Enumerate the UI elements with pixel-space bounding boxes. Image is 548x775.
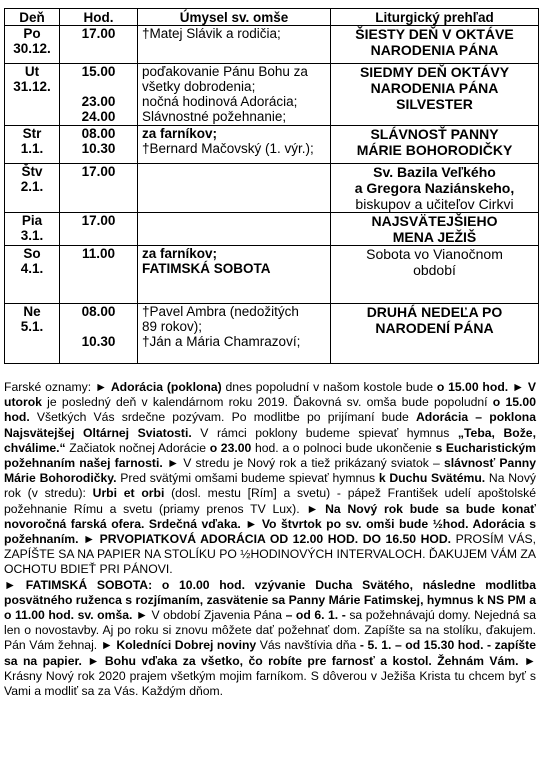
liturgy-cell	[331, 26, 539, 64]
schedule-row	[5, 64, 539, 126]
day-cell-line: Pia	[21, 213, 43, 228]
day-cell	[5, 164, 60, 213]
liturgy-cell	[331, 126, 539, 164]
announcement-text: ► V období Zjavenia Pána	[132, 608, 286, 623]
intention-cell-line: †Matej Slávik a rodičia;	[142, 26, 281, 41]
liturgy-cell	[331, 164, 539, 213]
header-liturgy: Liturgický prehľad	[331, 9, 539, 26]
intention-cell-line: nočná hodinová Adorácia;	[142, 94, 298, 109]
liturgy-cell-line: ŠIESTY DEŇ V OKTÁVE	[355, 26, 514, 42]
day-cell-line: 4.1.	[20, 261, 44, 276]
day-cell-line: So	[23, 246, 41, 261]
hours-cell	[60, 26, 138, 64]
hours-cell	[60, 126, 138, 164]
day-cell-line: Po	[23, 26, 41, 41]
day-cell-line: 3.1.	[20, 228, 44, 243]
announcement-text: sa požehnávajú domy. Nejedná sa len o novostavby. Aj po roku si znovu môžete dať požehnať dom. Zapíšte sa na stolíku, ďakujem. Pán Vám žehnaj.	[4, 608, 536, 653]
schedule-row	[5, 304, 539, 364]
liturgy-cell-line: NARODENIA PÁNA	[370, 80, 499, 96]
hours-cell-line: 23.00	[81, 94, 116, 109]
announcement-paragraph-2	[4, 578, 536, 700]
intention-cell	[138, 126, 331, 164]
liturgy-cell-line: NARODENIA PÁNA	[370, 42, 499, 58]
day-cell-line: Ut	[24, 64, 40, 79]
day-cell	[5, 304, 60, 364]
announcement-text: slávnosť Panny Márie Bohorodičky.	[4, 456, 536, 486]
intention-cell-line: za farníkov;	[142, 126, 218, 141]
liturgy-cell-line: biskupov a učiteľov Cirkvi	[355, 196, 514, 212]
liturgy-cell-line: Sobota vo Vianočnom	[366, 246, 503, 262]
liturgy-cell-line: MÁRIE BOHORODIČKY	[356, 142, 513, 158]
hours-cell-line: 17.00	[81, 26, 116, 41]
announcement-text: Na Nový rok (v stredu):	[4, 471, 537, 501]
day-cell	[5, 246, 60, 304]
day-cell	[5, 26, 60, 64]
announcement-text: PROSÍM VÁS, ZAPÍŠTE SA NA PAPIER NA STOLÍKU PO ½HODINOVÝCH INTERVALOCH. ĎAKUJEM VÁM ZA OCHOTU BDIEŤ PRI PÁNOVI.	[4, 532, 536, 577]
hours-cell	[60, 304, 138, 364]
intention-cell	[138, 64, 331, 126]
announcement-text: Pred svätými omšami budeme spievať hymnus	[116, 471, 379, 486]
announcement-text: ► Na Nový rok bude sa bude konať novoročná farská ofera. Srdečná vďaka.	[4, 501, 536, 531]
liturgy-cell	[331, 213, 539, 246]
hours-cell-line	[60, 79, 137, 94]
announcement-text: Adorácia (poklona)	[110, 380, 222, 394]
announcement-text: ► PRVOPIATKOVÁ ADORÁCIA OD 12.00 HOD. DO 16.50 HOD.	[78, 532, 452, 547]
schedule-row	[5, 126, 539, 164]
day-cell-line: Štv	[21, 164, 43, 179]
announcement-text: o 23.00	[209, 440, 252, 455]
hours-cell-line: 08.00	[81, 304, 116, 319]
announcement-text: k Duchu Svätému.	[378, 471, 486, 486]
announcement-text: o 15.00 hod.	[4, 395, 536, 425]
announcement-text: s Eucharistickým požehnaním našej farnosti.	[4, 440, 536, 471]
liturgy-cell-line: DRUHÁ NEDEĽA PO	[366, 304, 503, 320]
announcement-text: Urbi et orbi	[92, 486, 165, 501]
liturgy-cell-line: MENA JEŽIŠ	[392, 229, 477, 245]
schedule-row	[5, 164, 539, 213]
announcement-text: ►	[81, 653, 105, 668]
announcement-text: - 5. 1. – od 15.30 hod. - zapíšte sa na papier.	[4, 638, 536, 668]
day-cell-line: Ne	[23, 304, 41, 319]
day-cell	[5, 64, 60, 126]
parish-announcements	[4, 380, 536, 699]
day-cell	[5, 213, 60, 246]
announcement-lead: Farské oznamy:	[4, 380, 95, 394]
liturgy-cell-line: Sv. Bazila Veľkého	[373, 164, 496, 180]
intention-cell-line: †Ján a Mária Chamrazoví;	[142, 334, 301, 349]
schedule-table	[4, 8, 539, 364]
announcement-text: ► Koledníci Dobrej noviny	[100, 638, 257, 653]
announcement-text: Začiatok nočnej Adorácie	[65, 440, 210, 455]
hours-cell-line	[60, 319, 137, 334]
intention-cell	[138, 26, 331, 64]
intention-cell-line: †Pavel Ambra (nedožitých	[142, 304, 299, 319]
liturgy-cell-line: období	[413, 262, 456, 278]
announcement-text: Vás navštívia dňa	[256, 638, 360, 653]
announcement-text: Adorácia – poklona Najsvätejšej Oltárnej Sviatosti.	[4, 410, 536, 440]
schedule-row	[5, 246, 539, 304]
hours-cell	[60, 246, 138, 304]
liturgy-cell	[331, 304, 539, 364]
hours-cell-line: 11.00	[81, 246, 116, 261]
day-cell-line: 1.1.	[20, 141, 44, 156]
intention-cell-line: všetky dobrodenia;	[142, 79, 256, 94]
intention-cell-line: poďakovanie Pánu Bohu za	[142, 64, 308, 79]
day-cell-line: 30.12.	[13, 41, 51, 56]
intention-cell-line	[142, 164, 330, 179]
hours-cell-line: 08.00	[81, 126, 116, 141]
announcement-text: je posledný deň v kalendárnom roku 2019. Ďakovná sv. omša bude popoludní	[41, 395, 493, 410]
intention-cell-line: Slávnostné požehnanie;	[142, 109, 287, 124]
announcement-text: (dosl. mestu [Rím] a svetu) - pápež František udelí apoštolské požehnanie Rímu a svetu (priamy prenos TV Lux).	[4, 486, 536, 516]
announcement-text: ► V utorok	[4, 380, 536, 410]
intention-cell-line: †Bernard Mačovský (1. výr.);	[142, 141, 314, 156]
intention-cell	[138, 304, 331, 364]
hours-cell-line: 10.30	[81, 141, 116, 156]
announcement-text: ► V stredu je Nový rok a tiež prikázaný sviatok –	[162, 456, 444, 471]
announcement-text: o 15.00 hod.	[436, 380, 509, 394]
schedule-row	[5, 26, 539, 64]
liturgy-cell-line: SIEDMY DEŇ OKTÁVY	[359, 64, 510, 80]
day-cell-line: 31.12.	[13, 79, 51, 94]
hours-cell-line: 24.00	[81, 109, 116, 124]
schedule-row	[5, 213, 539, 246]
announcement-text: Bohu vďaka za všetko, čo robíte pre farnosť a kostol. Žehnám Vám.	[104, 653, 519, 668]
announcement-paragraph-1	[4, 380, 536, 578]
announcement-text: ► Krásny Nový rok 2020 prajem všetkým mojim farníkom. S dôverou v Ježiša Krista tu chcem byť s Vami a modliť sa za Vás. Každým dňom.	[4, 653, 536, 699]
table-header-row	[5, 9, 539, 26]
day-cell	[5, 126, 60, 164]
intention-cell-line	[142, 213, 330, 228]
hours-cell-line: 10.30	[81, 334, 116, 349]
arrow-icon: ►	[94, 380, 108, 394]
announcement-text: ► FATIMSKÁ SOBOTA: o 10.00 hod. vzývanie Ducha Svätého, následne modlitba posvätného ruženca s rozjímaním, zasvätenie sa Panny Márie Fatimskej, hymnus k NS PM a o 11.00 hod. sv. omša.	[4, 577, 536, 623]
intention-cell-line: 89 rokov);	[142, 319, 203, 334]
hours-cell-line: 17.00	[81, 164, 116, 179]
announcement-text: – od 6. 1. -	[285, 608, 346, 623]
liturgy-cell-line: NAJSVÄTEJŠIEHO	[371, 213, 498, 229]
header-intention: Úmysel sv. omše	[138, 9, 331, 26]
header-hours: Hod.	[60, 9, 138, 26]
liturgy-cell-line: a Gregora Naziánskeho,	[354, 180, 515, 196]
intention-cell	[138, 213, 331, 246]
header-day: Deň	[5, 9, 60, 26]
intention-cell	[138, 246, 331, 304]
announcement-text: hod. a o polnoci bude ukončenie	[251, 440, 436, 455]
hours-cell	[60, 164, 138, 213]
liturgy-cell-line: NARODENÍ PÁNA	[375, 320, 494, 336]
liturgy-cell-line: SILVESTER	[396, 96, 473, 112]
liturgy-cell-line: SLÁVNOSŤ PANNY	[370, 126, 499, 142]
day-cell-line: 5.1.	[20, 319, 44, 334]
day-cell-line: Str	[22, 126, 42, 141]
announcement-text: ► Vo štvrtok po sv. omši bude ½hod. Adorácia s požehnaním.	[4, 516, 536, 547]
intention-cell	[138, 164, 331, 213]
intention-cell-line: za farníkov;	[142, 246, 218, 261]
hours-cell-line: 15.00	[81, 64, 116, 79]
hours-cell-line: 17.00	[81, 213, 116, 228]
announcement-text: Všetkých Vás srdečne pozývam. Po modlitbe po prijímaní bude	[29, 410, 416, 425]
hours-cell	[60, 213, 138, 246]
announcement-text: „Teba, Bože, chválime.“	[4, 425, 536, 455]
liturgy-cell	[331, 246, 539, 304]
hours-cell	[60, 64, 138, 126]
announcement-text: V rámci poklony budeme spievať hymnus	[191, 425, 458, 440]
announcement-text: dnes popoludní v našom kostole bude	[221, 380, 437, 394]
intention-cell-line: FATIMSKÁ SOBOTA	[142, 261, 271, 276]
day-cell-line: 2.1.	[20, 179, 44, 194]
liturgy-cell	[331, 64, 539, 126]
